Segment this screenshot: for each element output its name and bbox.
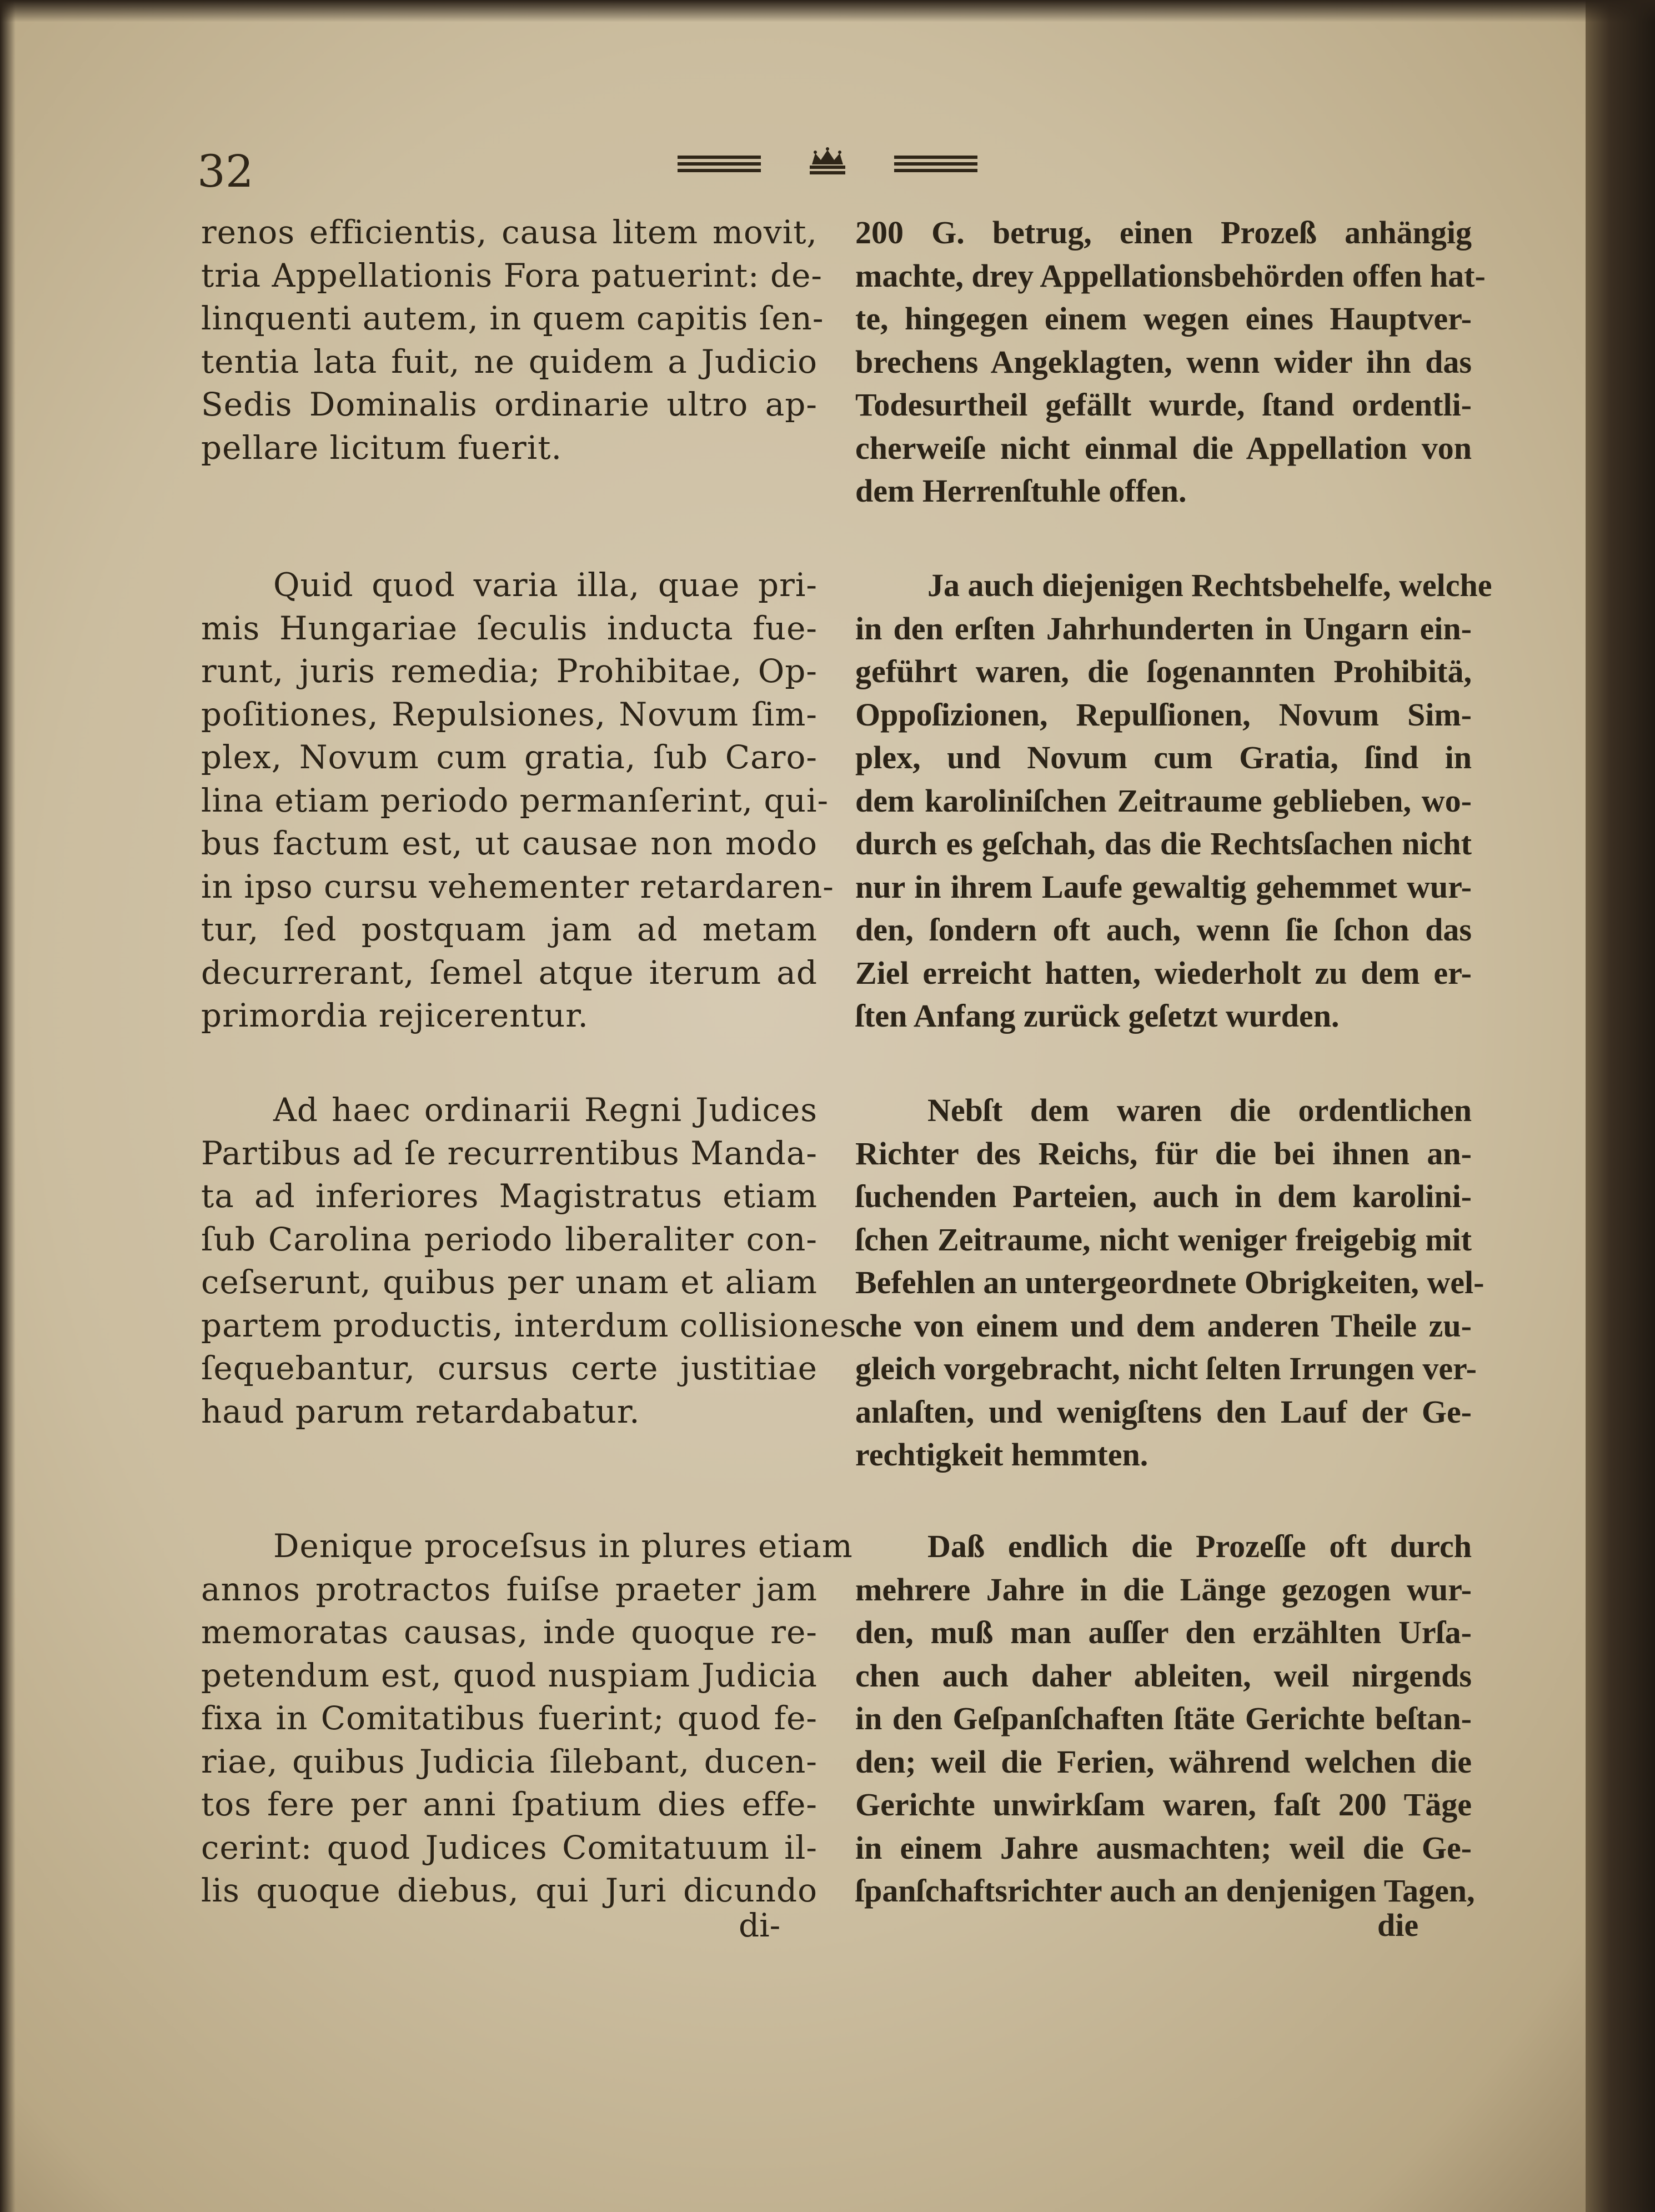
- german-text-line: plex, und Novum cum Gratia, ſind in: [855, 739, 1472, 775]
- latin-text-line: riae, quibus Judicia ſilebant, ducen-: [201, 1742, 818, 1780]
- german-text-line: brechens Angeklagten, wenn wider ihn das: [855, 343, 1472, 380]
- german-text-line: Gerichte unwirkſam waren, faſt 200 Täge: [855, 1786, 1472, 1823]
- german-text-line: in den erſten Jahrhunderten in Ungarn ein-: [855, 610, 1472, 647]
- latin-text-line: ſequebantur, cursus certe justitiae: [201, 1349, 818, 1387]
- german-paragraph: [855, 1089, 1485, 1477]
- ornament-rule: [894, 156, 977, 176]
- german-text-line: cherweiſe nicht einmal die Appellation von: [855, 429, 1472, 466]
- german-text-line: den; weil die Ferien, während welchen die: [855, 1743, 1472, 1780]
- latin-text-line: petendum est, quod nuspiam Judicia: [201, 1656, 818, 1694]
- german-text-line: den, ſondern oft auch, wenn ſie ſchon das: [855, 912, 1472, 948]
- latin-text-line: in ipso cursu vehementer retardaren-: [201, 867, 834, 905]
- latin-text-line: haud parum retardabatur.: [201, 1392, 640, 1430]
- page-edge-shadow: [0, 0, 1655, 22]
- german-text-line: in den Geſpanſchaften ſtäte Gerichte beſtan-: [855, 1700, 1472, 1736]
- latin-text-line: lina etiam periodo permanſerint, qui-: [201, 781, 829, 819]
- crown-icon: [805, 146, 850, 179]
- latin-text-line: tur, ſed postquam jam ad metam: [201, 910, 818, 948]
- german-text-line: ſpanſchaftsrichter auch an denjenigen Tagen,: [855, 1873, 1475, 1909]
- latin-text-line: tos fere per anni ſpatium dies effe-: [201, 1785, 818, 1823]
- latin-text-line: Sedis Dominalis ordinarie ultro ap-: [201, 386, 818, 423]
- german-text-line: ſten Anfang zurück geſetzt wurden.: [855, 998, 1340, 1034]
- page-number: 32: [197, 146, 254, 197]
- german-text-line: ſchen Zeitraume, nicht weniger freigebig mit: [855, 1221, 1472, 1258]
- latin-paragraph: [201, 1525, 853, 1913]
- german-text-line: nur in ihrem Laufe gewaltig gehemmet wur-: [855, 868, 1472, 905]
- latin-text-line: memoratas causas, inde quoque re-: [201, 1613, 818, 1651]
- german-paragraph: [855, 211, 1486, 513]
- german-text-line: den, muß man auſſer den erzählten Urſa-: [855, 1614, 1472, 1650]
- latin-text-line: tria Appellationis Fora patuerint: de-: [201, 256, 823, 294]
- german-text-line: machte, drey Appellationsbehörden offen hat-: [855, 257, 1486, 294]
- german-text-line: geführt waren, die ſogenannten Prohibitä,: [855, 653, 1472, 689]
- header-ornament: [678, 146, 977, 184]
- latin-text-line: ceſserunt, quibus per unam et aliam: [201, 1263, 818, 1301]
- latin-text-line: Quid quod varia illa, quae pri-: [273, 566, 818, 604]
- book-spine: [1586, 0, 1655, 2212]
- latin-text-line: runt, juris remedia; Prohibitae, Op-: [201, 652, 818, 690]
- german-text-line: Ja auch diejenigen Rechtsbehelfe, welche: [927, 567, 1492, 603]
- german-text-line: ſuchenden Parteien, auch in dem karolini-: [855, 1178, 1472, 1214]
- german-text-line: Todesurtheil gefällt wurde, ſtand ordentli-: [855, 387, 1472, 423]
- latin-text-line: bus factum est, ut causae non modo: [201, 824, 818, 862]
- latin-text-line: primordia rejicerentur.: [201, 997, 589, 1034]
- latin-text-line: ta ad inferiores Magistratus etiam: [201, 1177, 818, 1215]
- ornament-rule: [678, 156, 761, 176]
- latin-text-line: pellare licitum fuerit.: [201, 428, 563, 467]
- latin-text-line: lis quoque diebus, qui Juri dicundo: [201, 1871, 818, 1909]
- german-text-line: durch es geſchah, das die Rechtsſachen nicht: [855, 825, 1472, 862]
- german-text-line: te, hingegen einem wegen eines Hauptver-: [855, 301, 1472, 337]
- german-text-line: gleich vorgebracht, nicht ſelten Irrungen ver-: [855, 1350, 1477, 1387]
- latin-text-line: Ad haec ordinarii Regni Judices: [273, 1091, 818, 1129]
- german-text-line: in einem Jahre ausmachten; weil die Ge-: [855, 1829, 1472, 1866]
- latin-text-line: annos protractos fuiſse praeter jam: [201, 1570, 818, 1608]
- latin-paragraph: [201, 211, 824, 469]
- german-catchword: die: [1377, 1907, 1419, 1943]
- latin-text-line: renos efficientis, causa litem movit,: [201, 213, 818, 251]
- latin-text-line: cerint: quod Judices Comitatuum il-: [201, 1828, 818, 1866]
- latin-text-line: Denique proceſsus in plures etiam: [273, 1527, 853, 1565]
- german-text-line: rechtigkeit hemmten.: [855, 1437, 1149, 1473]
- latin-text-line: tentia lata fuit, ne quidem a Judicio: [201, 342, 818, 381]
- latin-catchword: di-: [739, 1906, 781, 1944]
- german-text-line: Oppoſizionen, Repulſionen, Novum Sim-: [855, 696, 1472, 733]
- page-edge-shadow: [0, 0, 16, 2212]
- latin-text-line: linquenti autem, in quem capitis ſen-: [201, 299, 824, 337]
- german-text-line: Nebſt dem waren die ordentlichen: [927, 1092, 1472, 1128]
- german-paragraph: [855, 1525, 1475, 1913]
- german-text-line: Ziel erreicht hatten, wiederholt zu dem er-: [855, 954, 1472, 991]
- german-text-line: Richter des Reichs, für die bei ihnen an-: [855, 1135, 1472, 1172]
- german-text-line: chen auch daher ableiten, weil nirgends: [855, 1657, 1472, 1694]
- latin-text-line: fixa in Comitatibus fuerint; quod fe-: [201, 1699, 818, 1737]
- latin-text-line: mis Hungariae ſeculis inducta fue-: [201, 609, 818, 647]
- latin-text-line: plex, Novum cum gratia, ſub Caro-: [201, 738, 818, 776]
- latin-text-line: decurrerant, ſemel atque iterum ad: [201, 953, 818, 992]
- german-text-line: dem karoliniſchen Zeitraume geblieben, wo-: [855, 782, 1472, 819]
- german-text-line: dem Herrenſtuhle offen.: [855, 473, 1187, 509]
- latin-text-line: ſub Carolina periodo liberaliter con-: [201, 1220, 818, 1258]
- latin-text-line: poſitiones, Repulsiones, Novum ſim-: [201, 695, 818, 733]
- german-text-line: Befehlen an untergeordnete Obrigkeiten, wel-: [855, 1264, 1485, 1300]
- latin-text-line: Partibus ad ſe recurrentibus Manda-: [201, 1134, 818, 1172]
- german-text-line: che von einem und dem anderen Theile zu-: [855, 1307, 1472, 1344]
- german-text-line: mehrere Jahre in die Länge gezogen wur-: [855, 1571, 1472, 1608]
- german-text-line: 200 G. betrug, einen Prozeß anhängig: [855, 214, 1472, 251]
- german-text-line: anlaſten, und wenigſtens den Lauf der Ge-: [855, 1393, 1472, 1430]
- german-text-line: Daß endlich die Prozeſſe oft durch: [927, 1528, 1472, 1564]
- latin-paragraph: [201, 564, 834, 1038]
- latin-text-line: partem productis, interdum collisiones: [201, 1306, 857, 1344]
- german-paragraph: [855, 564, 1492, 1038]
- latin-paragraph: [201, 1089, 857, 1433]
